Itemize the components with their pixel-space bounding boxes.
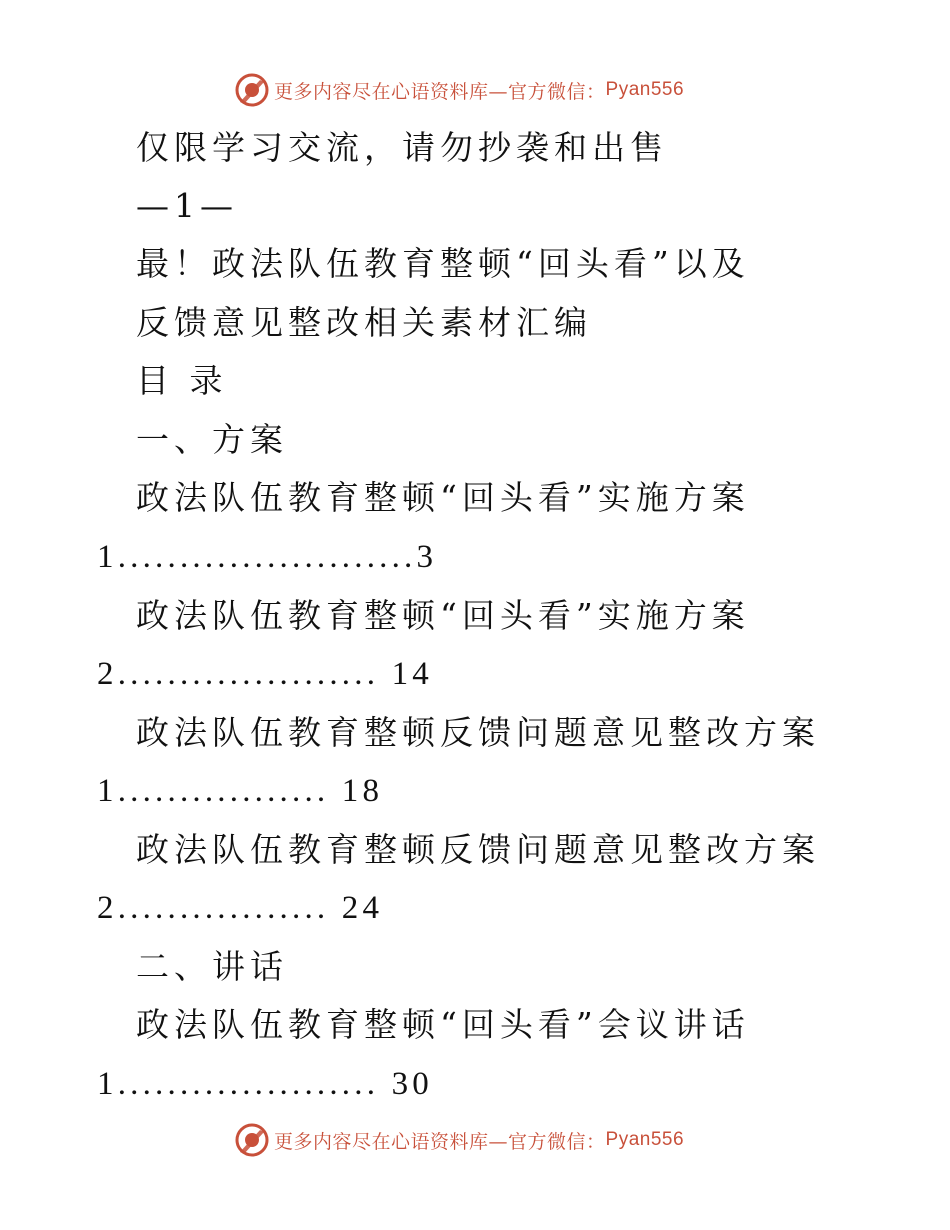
notice-line: 仅限学习交流，请勿抄袭和出售 (136, 128, 668, 167)
toc-entry-title: 政法队伍教育整顿“回头看”实施方案 (136, 596, 750, 635)
banner-text-wechat: Pyan556 (605, 79, 685, 100)
toc-entry-leader: 1................. 18 (97, 773, 384, 809)
toc-entry-leader: 1..................... 30 (97, 1066, 433, 1102)
toc-heading: 目 录 (136, 361, 228, 400)
document-title-line-2: 反馈意见整改相关素材汇编 (136, 303, 592, 342)
watermark-banner-top (234, 70, 684, 110)
page-mark: —1— (136, 186, 238, 225)
toc-entry-title: 政法队伍教育整顿“回头看”会议讲话 (136, 1005, 750, 1044)
toc-entry-leader: 2..................... 14 (97, 656, 433, 692)
toc-entry-title: 政法队伍教育整顿“回头看”实施方案 (136, 478, 750, 517)
toc-entry-leader: 2................. 24 (97, 890, 384, 926)
section-heading-speeches: 二、讲话 (136, 947, 288, 986)
toc-entry-title: 政法队伍教育整顿反馈问题意见整改方案 (136, 713, 820, 752)
banner-text-wechat: Pyan556 (605, 1129, 685, 1150)
brand-logo-icon (234, 72, 270, 108)
toc-entry-leader: 1........................3 (97, 539, 438, 575)
banner-text-cn: 更多内容尽在心语资料库—官方微信： (274, 1130, 606, 1153)
banner-text-cn: 更多内容尽在心语资料库—官方微信： (274, 80, 606, 103)
section-heading-plans: 一、方案 (136, 420, 288, 459)
toc-entry-title: 政法队伍教育整顿反馈问题意见整改方案 (136, 830, 820, 869)
watermark-banner-bottom (234, 1120, 684, 1160)
brand-logo-icon (234, 1122, 270, 1158)
document-title-line-1: 最！政法队伍教育整顿“回头看”以及 (136, 244, 750, 283)
